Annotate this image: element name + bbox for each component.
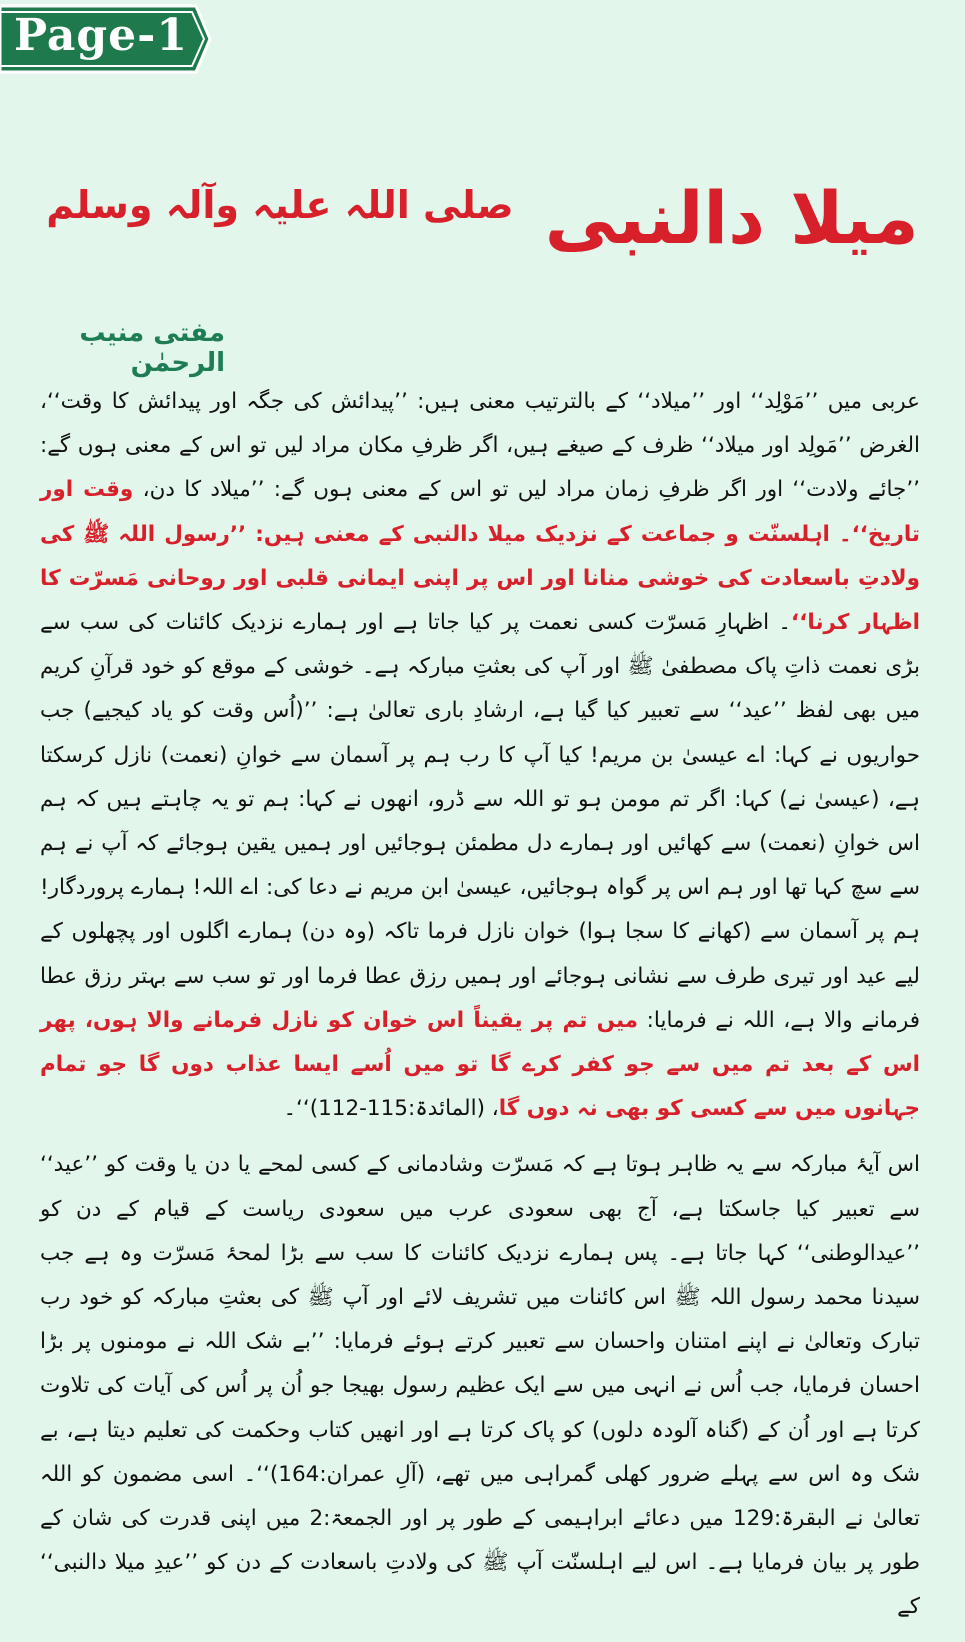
article-body	[40, 380, 920, 1642]
page-badge	[0, 4, 212, 74]
article-title	[0, 150, 965, 273]
p1-text-c: ۔ اظہارِ مَسرّت کسی نعمت پر کیا جاتا ہے اور ہمارے نزدیک کائنات کی سب سے بڑی نعمت ذاتِ پاک مصطفیٰ ﷺ اور آپ کی بعثتِ مبارکہ ہے۔ خوشی کے موقع کو خود قرآنِ کریم میں بھی لفظ ’’عید‘‘ سے تعبیر کیا گیا ہے، ارشادِ باری تعالیٰ ہے: ’’(اُس وقت کو یاد کیجیے) جب حواریوں نے کہا: اے عیسیٰ بن مریم! کیا آپ کا رب ہم پر آسمان سے خوانِ (نعمت) نازل کرسکتا ہے، (عیسیٰ نے) کہا: اگر تم مومن ہو تو اللہ سے ڈرو، انھوں نے کہا: ہم تو یہ چاہتے ہیں کہ ہم اس خوانِ (نعمت) سے کھائیں اور ہمارے دل مطمئن ہوجائیں اور ہمیں یقین ہوجائے کہ آپ نے ہم سے سچ کہا تھا اور ہم اس پر گواہ ہوجائیں، عیسیٰ ابن مریم نے دعا کی: اے اللہ! ہمارے پروردگار! ہم پر آسمان سے (کھانے کا سجا ہوا) خوان نازل فرما تاکہ (وہ دن) ہمارے اگلوں اور پچھلوں کے لیے عید اور تیری طرف سے نشانی ہوجائے اور ہمیں رزق عطا فرما اور تو سب سے بہتر رزق عطا فرمانے والا ہے، اللہ نے فرمایا:	[40, 610, 920, 1033]
p1-text-e: ، (المائدۃ:115-112)‘‘۔	[283, 1096, 499, 1122]
p1-highlight-b: وقت اور تاریخ‘‘۔ اہلسنّت و جماعت کے نزدیک میلا دالنبی کے معنی ہیں: ’’رسول اللہ ﷺ کی ولادتِ باسعادت کی خوشی منانا اور اس پر اپنی ایمانی قلبی اور روحانی مَسرّت کا اظہار کرنا‘‘	[40, 477, 921, 636]
page-label: Page-1	[14, 10, 189, 61]
author-name: مفتی منیب الرحمٰن	[79, 318, 225, 378]
title-honorific: صلی اللہ علیہ وآلہ وسلم	[46, 183, 514, 227]
paragraph-2: اس آیۂ مبارکہ سے یہ ظاہر ہوتا ہے کہ مَسرّت وشادمانی کے کسی لمحے یا دن یا وقت کو ’’عید‘‘ سے تعبیر کیا جاسکتا ہے، آج بھی سعودی عرب میں سعودی ریاست کے قیام کے دن کو ’’عیدالوطنی‘‘ کہا جاتا ہے۔ پس ہمارے نزدیک کائنات کا سب سے بڑا لمحۂ مَسرّت وہ ہے جب سیدنا محمد رسول اللہ ﷺ اس کائنات میں تشریف لائے اور آپ ﷺ کی بعثتِ مبارکہ کو خود رب تبارک وتعالیٰ نے اپنے امتنان واحسان سے تعبیر کرتے ہوئے فرمایا: ’’بے شک اللہ نے مومنوں پر بڑا احسان فرمایا، جب اُس نے انہی میں سے ایک عظیم رسول بھیجا جو اُن پر اُس کی آیات کی تلاوت کرتا ہے اور اُن کے (گناہ آلودہ دلوں) کو پاک کرتا ہے اور انھیں کتاب وحکمت کی تعلیم دیتا ہے، بے شک وہ اس سے پہلے ضرور کھلی گمراہی میں تھے، (آلِ عمران:164)‘‘۔ اسی مضمون کو اللہ تعالیٰ نے البقرۃ:129 میں دعائے ابراہیمی کے طور پر اور الجمعۃ:2 میں اپنی قدرت کی شان کے طور پر بیان فرمایا ہے۔ اس لیے اہلسنّت آپ ﷺ کی ولادتِ باسعادت کے دن کو ’’عیدِ میلا دالنبی‘‘ کے	[40, 1152, 921, 1620]
paragraph-1	[40, 380, 920, 1131]
p1-highlight-d: میں تم پر یقیناً اس خوان کو نازل فرمانے والا ہوں، پھر اس کے بعد تم میں سے جو کفر کرے گا تو میں اُسے ایسا عذاب دوں گا جو تمام جہانوں میں سے کسی کو بھی نہ دوں گا	[40, 1007, 920, 1122]
p1-text-a: عربی میں ’’مَوْلِد‘‘ اور ’’میلاد‘‘ کے بالترتیب معنی ہیں: ’’پیدائش کی جگہ اور پیدائش کا وقت‘‘، الغرض ’’مَولِد اور میلاد‘‘ ظرف کے صیغے ہیں، اگر ظرفِ مکان مراد لیں تو اس کے معنی ہوں گے: ’’جائے ولادت‘‘ اور اگر ظرفِ زمان مراد لیں تو اس کے معنی ہوں گے: ’’میلاد کا دن،	[40, 389, 920, 503]
title-main: میلا دالنبی	[544, 176, 919, 260]
